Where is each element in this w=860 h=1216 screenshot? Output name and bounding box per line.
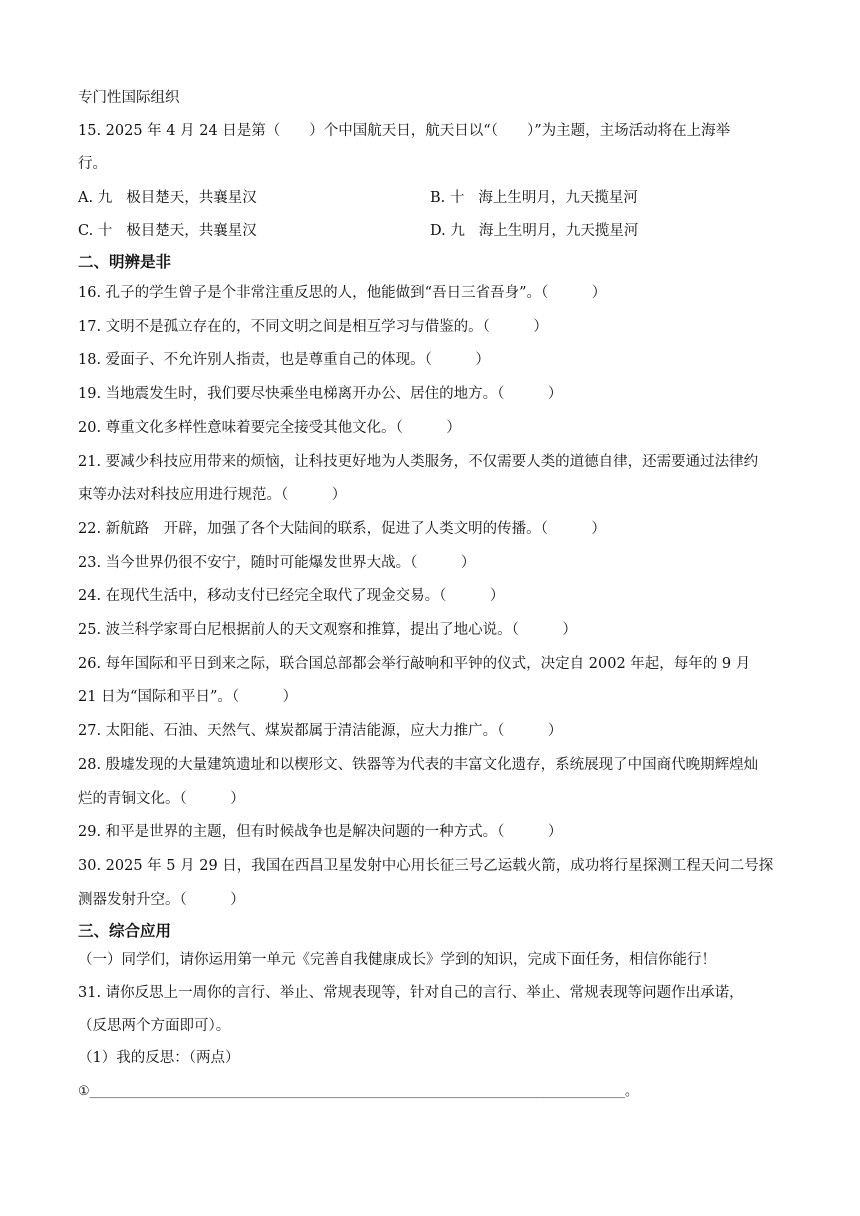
question-26-line2: 21 日为“国际和平日”。（ ） (78, 689, 298, 705)
option-d-label: D. 九 (430, 223, 465, 239)
question-25: 25. 波兰科学家哥白尼根据前人的天文观察和推算，提出了地心说。（ ） (78, 622, 577, 638)
option-d (430, 221, 638, 241)
question-31-sub1: （1）我的反思：（两点） (78, 1050, 240, 1066)
question-19: 19. 当地震发生时，我们要尽快乘坐电梯离开办公、居住的地方。（ ） (78, 386, 563, 402)
question-15-line2: 行。 (78, 156, 107, 172)
question-20: 20. 尊重文化多样性意味着要完全接受其他文化。（ ） (78, 420, 461, 436)
option-a-label: A. 九 (78, 190, 113, 206)
option-a (78, 188, 257, 208)
question-24: 24. 在现代生活中，移动支付已经完全取代了现金交易。（ ） (78, 588, 505, 604)
option-d-text: 海上生明月，九天揽星河 (478, 223, 639, 239)
question-18: 18. 爱面子、不允许别人指责，也是尊重自己的体现。（ ） (78, 352, 490, 368)
option-a-text: 极目楚天，共襄星汉 (126, 190, 257, 206)
question-29: 29. 和平是世界的主题，但有时候战争也是解决问题的一种方式。（ ） (78, 824, 563, 840)
section-3-title: 三、综合应用 (78, 922, 172, 940)
option-c-label: C. 十 (78, 223, 113, 239)
option-c-text: 极目楚天，共襄星汉 (126, 223, 257, 239)
section-3-intro: （一）同学们，请你运用第一单元《完善自我健康成长》学到的知识，完成下面任务，相信你能行！ (78, 952, 716, 968)
question-23: 23. 当今世界仍很不安宁，随时可能爆发世界大战。（ ） (78, 555, 476, 571)
question-22: 22. 新航路 开辟，加强了各个大陆间的联系，促进了人类文明的传播。（ ） (78, 521, 606, 537)
question-28-line1: 28. 殷墟发现的大量建筑遗址和以楔形文、铁器等为代表的丰富文化遗存，系统展现了中国商代晚期辉煌灿 (78, 757, 759, 773)
question-21-line2: 束等办法对科技应用进行规范。（ ） (78, 487, 347, 503)
option-b-label: B. 十 (430, 190, 465, 206)
question-31-line2: （反思两个方面即可）。 (78, 1018, 231, 1034)
section-2-title: 二、明辨是非 (78, 253, 172, 271)
question-16: 16. 孔子的学生曾子是个非常注重反思的人，他能做到“吾日三省吾身”。（ ） (78, 285, 607, 301)
option-b-text: 海上生明月，九天揽星河 (478, 190, 638, 206)
answer-blank-1[interactable]: ①_____________________________________________________________________________________。 (78, 1084, 638, 1099)
option-b (430, 188, 638, 208)
top-line-text: 专门性国际组织 (78, 90, 180, 106)
question-28-line2: 烂的青铜文化。（ ） (78, 791, 245, 807)
question-31-line1: 31. 请你反思上一周你的言行、举止、常规表现等，针对自己的言行、举止、常规表现等问题作出承诺， (78, 985, 744, 1001)
question-30-line2: 测器发射升空。（ ） (78, 892, 245, 908)
question-26-line1: 26. 每年国际和平日到来之际，联合国总部都会举行敲响和平钟的仪式，决定自 2002 年起，每年的 9 月 (78, 656, 751, 672)
question-21-line1: 21. 要减少科技应用带来的烦恼，让科技更好地为人类服务，不仅需要人类的道德自律，还需要通过法律约 (78, 454, 759, 470)
question-15-line1: 15. 2025 年 4 月 24 日是第（ ）个中国航天日，航天日以“（ ）”为主题，主场活动将在上海举 (78, 123, 731, 139)
question-27: 27. 太阳能、石油、天然气、煤炭都属于清洁能源，应大力推广。（ ） (78, 723, 563, 739)
question-17: 17. 文明不是孤立存在的，不同文明之间是相互学习与借鉴的。（ ） (78, 319, 548, 335)
question-30-line1: 30. 2025 年 5 月 29 日，我国在西昌卫星发射中心用长征三号乙运载火箭，成功将行星探测工程天问二号探 (78, 858, 774, 874)
option-c (78, 221, 257, 241)
